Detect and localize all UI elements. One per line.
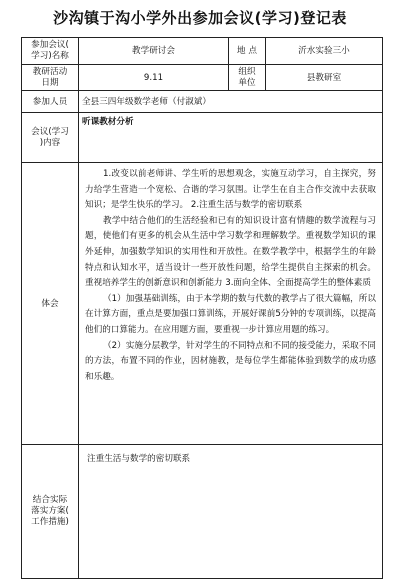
meeting-name-label: 参加会议( 学习)名称 — [22, 38, 79, 65]
reflection-paragraph: （1）加强基础训练，由于本学期的数与代数的教学占了很大篇幅，所以在计算方面，重点是要加强口算训练，开展好课前5分钟的专项训练，以提高他们的口算能力。在应用题方面，要重视一步计算应用题的练习。 — [85, 293, 376, 335]
row-implementation-plan — [22, 445, 383, 579]
organizer-value: 县教研室 — [266, 65, 383, 91]
reflection-paragraph: 教学中结合他们的生活经验和已有的知识设计富有情趣的数学流程与习题，使他们有更多的机会从生活中学习数学和理解数学。重视数学知识的课外延伸，加强数学知识的实用性和开放性。在数学教学中，根据学生的年龄特点和认知水平，适当设计一些开放性问题，给学生提供自主探索的机会。重视培养学生的创新意识和创新能力 3.面向全体、全面提高学生的整体素质 — [85, 215, 376, 289]
row-meeting-name — [22, 38, 383, 65]
reflection-label: 体会 — [22, 163, 79, 445]
activity-date-value: 9.11 — [79, 65, 229, 91]
participants-value: 全县三四年级数学老师（付淑斌） — [79, 91, 383, 113]
place-value: 沂水实验三小 — [266, 38, 383, 65]
row-reflection — [22, 163, 383, 445]
implementation-plan-label: 结合实际 落实方案( 工作措施) — [22, 445, 79, 579]
row-activity-date — [22, 65, 383, 91]
reflection-paragraph: （2）实施分层教学，针对学生的不同特点和不同的接受能力，采取不同的方法，布置不同的作业，因材施教，是每位学生都能体验到数学的成功感和乐趣。 — [85, 340, 376, 382]
page-title: 沙沟镇于沟小学外出参加会议(学习)登记表 — [53, 9, 347, 27]
row-participants — [22, 91, 383, 113]
reflection-content — [79, 163, 383, 445]
implementation-plan-value: 注重生活与数学的密切联系 — [79, 445, 383, 579]
place-label: 地 点 — [229, 38, 266, 65]
meeting-content-label: 会议(学习 )内容 — [22, 113, 79, 163]
registration-table — [21, 37, 383, 579]
reflection-paragraph: 1.改变以前老师讲、学生听的思想观念，实施互动学习，自主探究，努力给学生营造一个宽松、合谐的学习氛围。让学生在自主合作交流中去获取知识；是学生快乐的学习。 2.注重生活与数学的密切联系 — [85, 169, 376, 211]
activity-date-label: 教研活动 日期 — [22, 65, 79, 91]
meeting-name-value: 教学研讨会 — [79, 38, 229, 65]
meeting-content-value: 听课教材分析 — [79, 113, 383, 163]
row-meeting-content — [22, 113, 383, 163]
participants-label: 参加人员 — [22, 91, 79, 113]
organizer-label: 组织 单位 — [229, 65, 266, 91]
